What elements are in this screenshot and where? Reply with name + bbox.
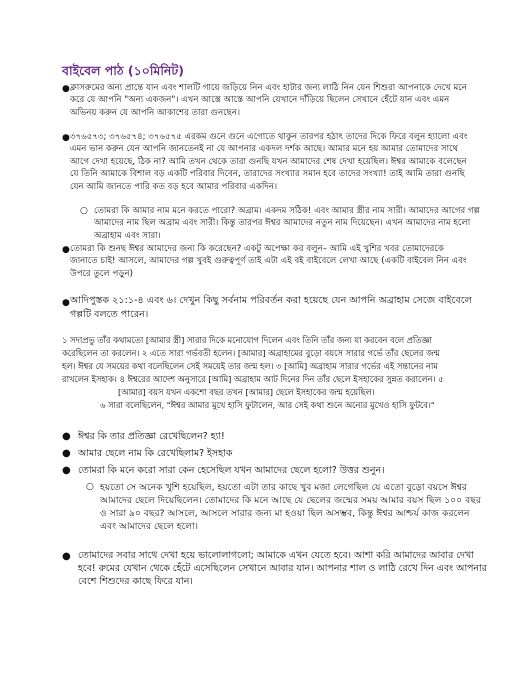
bullet-dot: ● <box>62 448 71 459</box>
closing-paragraph: তোমাদের সবার সাথে দেখা হয়ে ভালোলাগলো; আমাকে এখন যেতে হবে। আশা করি আমাদের আবার দেখা হবে! রুমের যেখান থেকে হেঁটে এসেছিলেন সেখানে আবার যান। আপনার শাল ও লাঠি রেখে দিন এবং আপনার বেশে শিশুদের কাছে ফিরে যান। <box>78 550 487 587</box>
bullet-paragraph: আদিপুস্তক ২১:১-৪ এবং ৬। দেখুন কিছু সর্বনাম পরিবর্তন করা হয়েছে যেন আপনি অব্রাহাম সেজে বাইবেলে গল্পটি বলতে পারেন। <box>70 295 472 320</box>
scripture-line: করেছিলেন তা করলেন। ২ এতে সারা গর্ভবতী হলেন। [আমার] অব্রাহামের বুড়ো বয়সে সারার গর্ভে তাঁর ছেলের জন্ম <box>62 348 440 358</box>
bullet-dot: ● <box>62 431 71 442</box>
bullet-dot: ● <box>62 298 70 308</box>
sub-bullet-circle: ○ <box>80 206 88 216</box>
sub-bullet-circle: ○ <box>86 482 94 492</box>
scripture-line: ১ সদাপ্রভু তাঁর কথামতো [আমার স্ত্রী] সারার দিকে মনোযোগ দিলেন এবং তিনি তাঁর জন্য যা করবেন বলে প্রতিজ্ঞা <box>62 335 432 345</box>
bullet-dot: ● <box>62 84 70 94</box>
question-item: ঈশ্বর কি তার প্রতিজ্ঞা রেখেছিলেন? হ্যা! <box>78 431 225 442</box>
bullet-paragraph: তোমরা কি শুনছ ঈশ্বর আমাদের জন্য কি করেছেন? একটু অপেক্ষা কর বলুন– আমি এই খুশির খবর তোমাদেরকে জানাতে চাই! আসলে, আমাদের গল্প খুবই গুরুত্বপূর্ণ তাই এটা এই বই বাইবেলে লেখা আছে (একটি বাইবেল নিন এবং উপরে তুলে পড়ুন) <box>70 244 467 279</box>
sub-bullet-paragraph: তোমরা কি আমার নাম মনে করতে পারো? অব্রাম। একদম সঠিক! এবং আমার স্ত্রীর নাম সারী। আমাদের আগের গল্প আমাদের নাম ছিল অব্রাম এবং সারী। কিন্তু তারপর ঈশ্বর আমাদের নতুন নাম দিয়েছেন। এখন আমাদের নাম হলো অব্রাহাম এবং সারা। <box>94 206 480 241</box>
bullet-paragraph: ৩৭৬৫৭৩; ৩৭৬৫৭৪; ৩৭৬৫৭৫ এরকম গুনে গুনে এগোতে থাকুন তারপর হঠাৎ তাদের দিকে ফিরে বলুন হ্যালো এবং এমন ভান করুন যেন আপনি জানতেনই না যে আপনার একদল দর্শক আছে। আমার মনে হয় আমার তোমাদের সাথে আগে দেখা হয়েছে, ঠিক না? আমি তখন থেকে তারা গুনছি যখন আমাদের শেষ দেখা হয়েছিল। ঈশ্বর আমাকে বলেছেন যে তিনি আমাকে বিশাল বড় একটি পরিবার দিবেন, তারাদের সংখ্যার সমান হবে তাদের সংখ্যা! তাই আমি তারা গুনছি যেন আমি জানতে পারি কত বড় হবে আমার পরিবার একদিন। <box>70 132 468 192</box>
question-item: তোমরা কি মনে করো সারা কেন হেসেছিল যখন আমাদের ছেলে হলো? উত্তর শুনুন। <box>78 465 385 476</box>
answer-paragraph: হয়তো সে অনেক খুশি হয়েছিল, হয়তো এটা তার কাছে খুব মজা লেগেছিল যে এতো বুড়ো বয়সে ঈশ্বর আমাদের ছেলে দিয়েছিলেন। তোমাদের কি মনে আছে যে ছেলের জন্মের সময় আমার বয়স ছিল ১০০ বছর ও সারা ৯০ বছর? আসলে, আসলে সারার জন্য মা হওয়া ছিল অসম্ভব, কিন্তু ঈশ্বর আশ্চর্য কাজ করলেন এবং আমাদের ছেলে হলো। <box>100 482 481 532</box>
scripture-line: [আমার] বয়স যখন একশো বছর তখন [আমার] ছেলে ইসহাকের জন্ম হয়েছিল। <box>118 387 375 397</box>
bullet-paragraph: ক্লাসরুমের অন্য প্রান্তে যান এবং শালটি গায়ে জড়িয়ে নিন এবং হাটার জন্য লাঠি নিন যেন শিশুরা আপনাকে দেখে মনে করে যে আপনি "অন্য একজন"। এখন আস্তে আস্তে আপনি যেখানে দাঁড়িয়ে ছিলেন সেখানে হেঁটে যান এবং এমন অভিনয় করুন যে আপনি আকাশের তারা গুনছেন। <box>70 83 467 118</box>
section-title: বাইবেল পাঠ (১০মিনিট) <box>62 63 184 78</box>
question-item: আমার ছেলে নাম কি রেখেছিলাম? ইসহাক <box>78 448 233 459</box>
scripture-line: রাখলেন ইসহাক। ৪ ঈশ্বরের আদেশ অনুসারে [আমি] অব্রাহাম আট দিনের দিন তাঁর ছেলে ইসহাকের সুন্নত করালেন। ৫ <box>62 374 444 384</box>
scripture-line: হল। ঈশ্বর যে সময়ের কথা বলেছিলেন সেই সময়েই তার জন্ম হল। ৩ [আমি] অব্রাহাম সারার গর্ভের এই সন্তানের নাম <box>62 361 438 371</box>
bullet-dot: ● <box>62 551 71 562</box>
scripture-line: ৬ সারা বলেছিলেন, "ঈশ্বর আমার মুখে হাসি ফুটালেন, আর সেই কথা শুনে অন্যের মুখেও হাসি ফুটবে।" <box>100 400 435 410</box>
bullet-dot: ● <box>62 465 71 476</box>
bullet-dot: ● <box>62 133 70 143</box>
bullet-dot: ● <box>62 245 70 255</box>
